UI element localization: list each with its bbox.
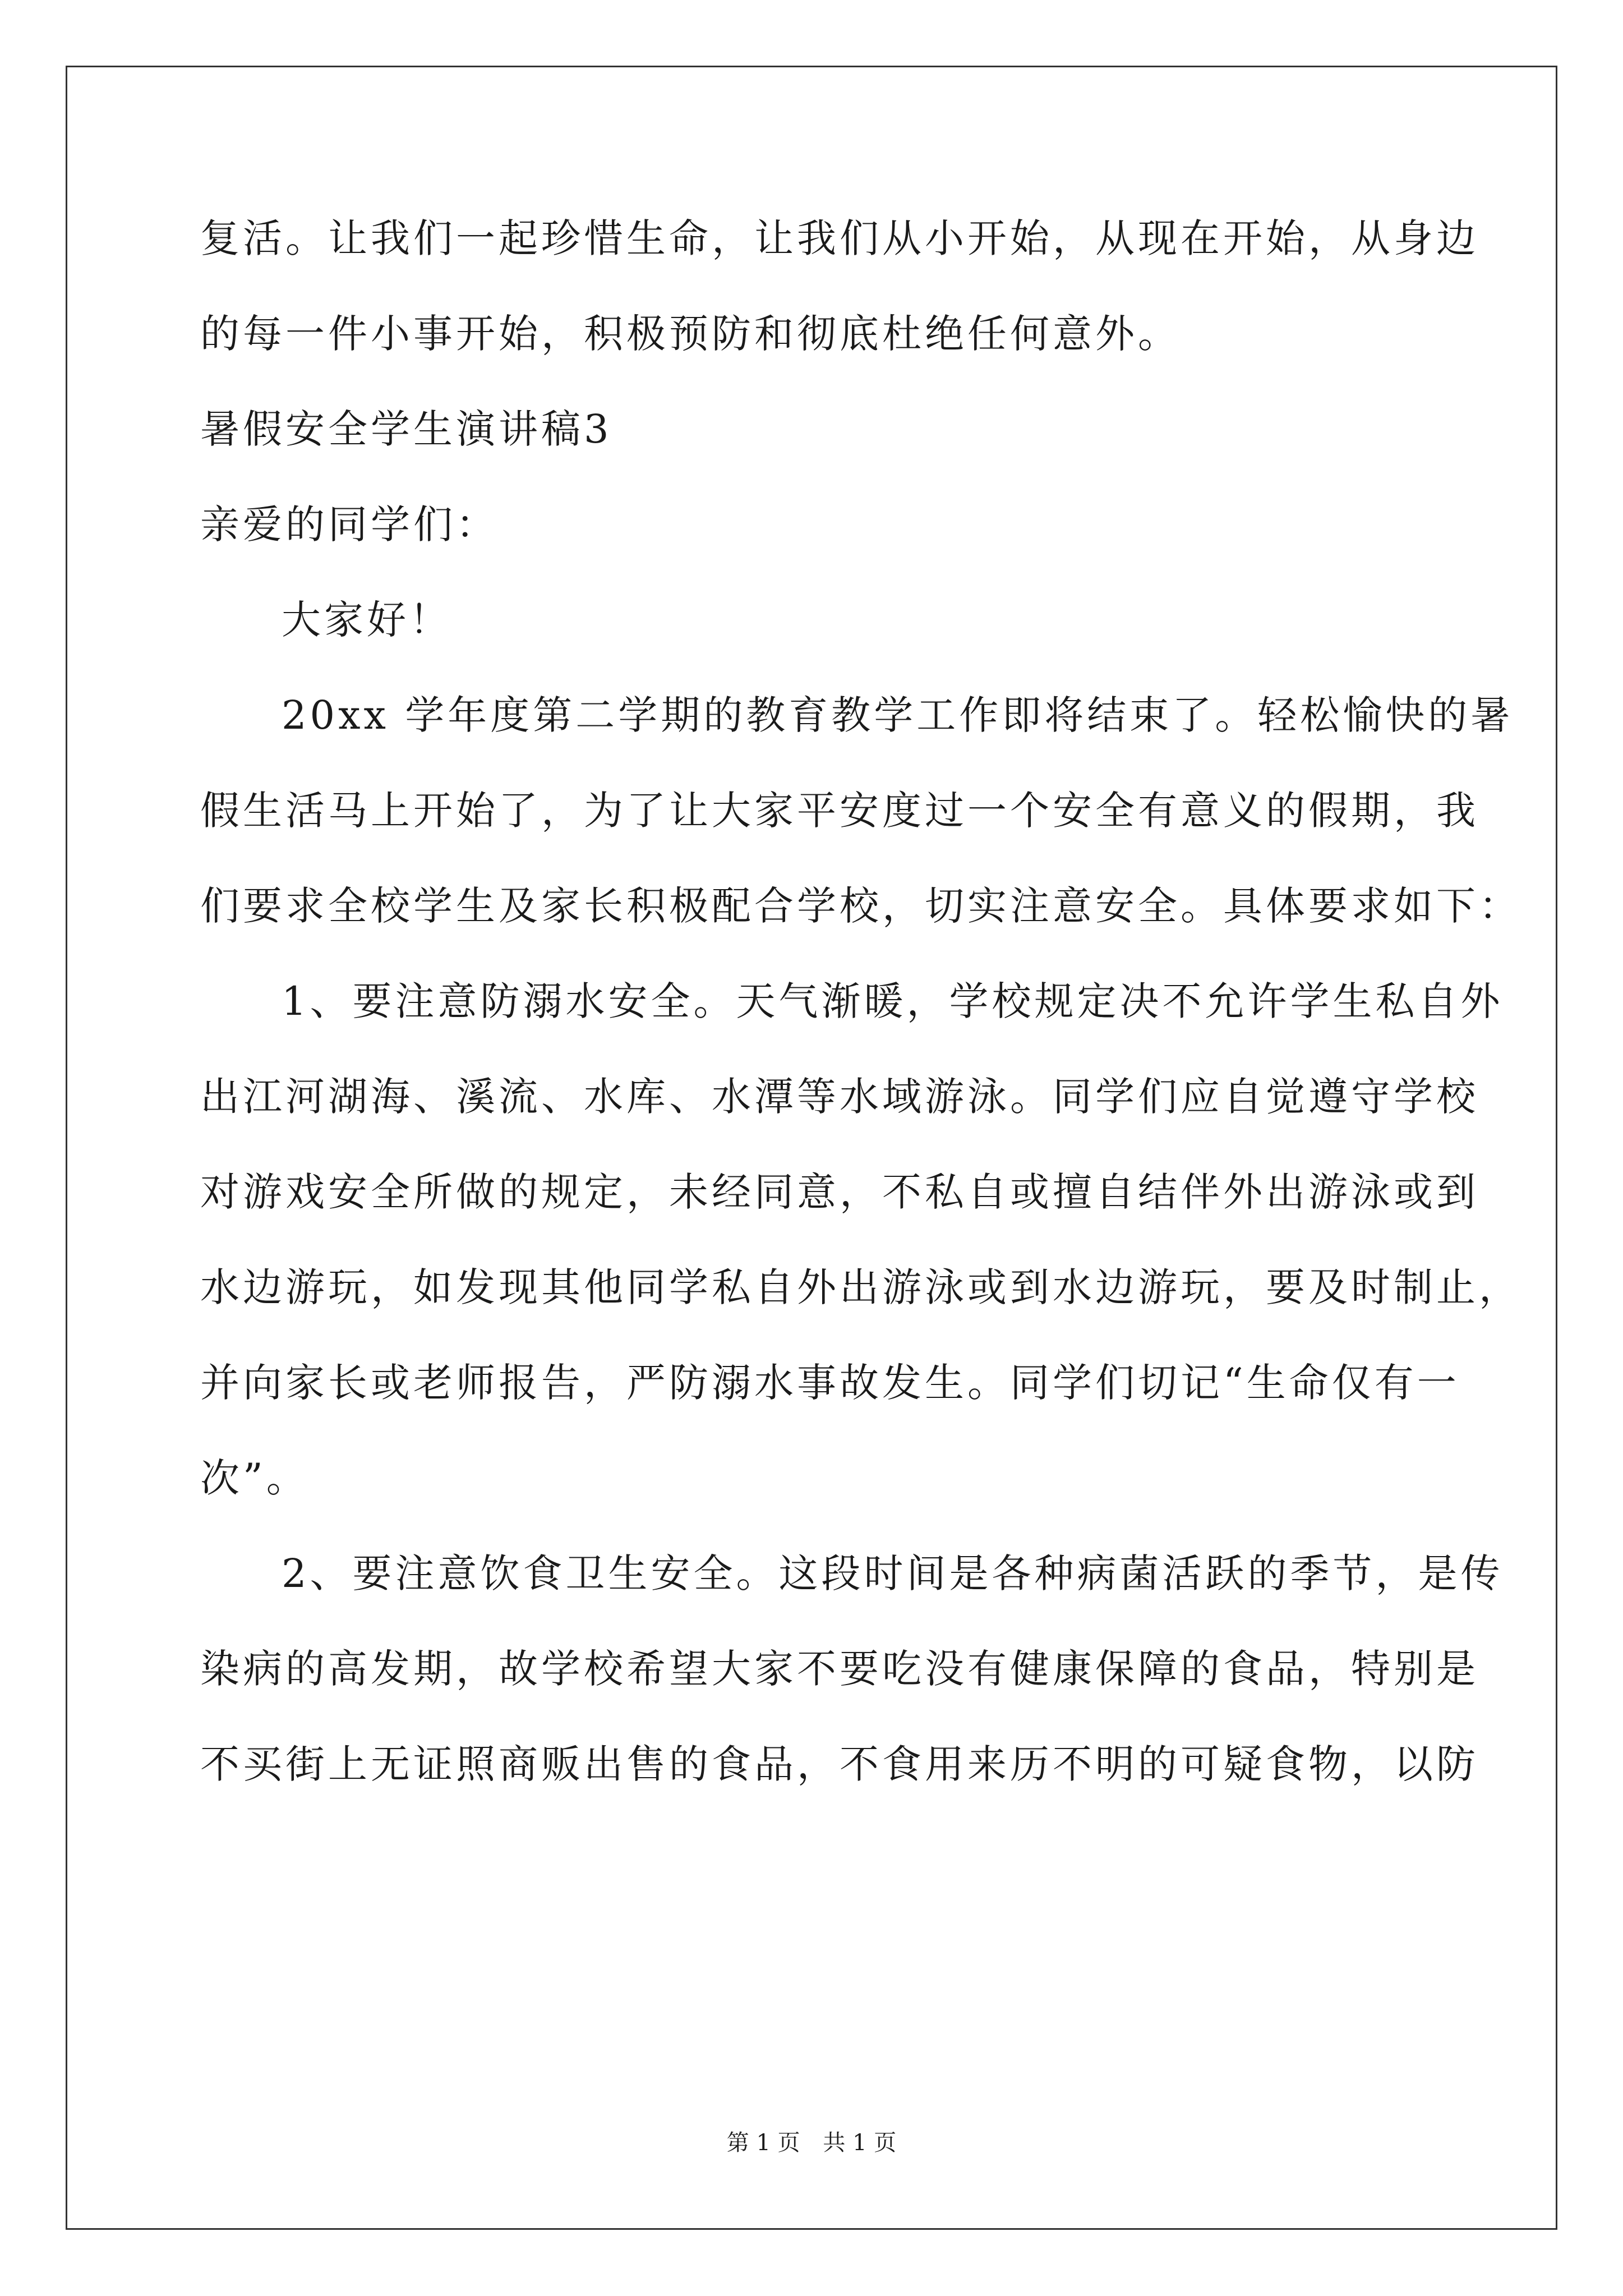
text-line-6: 20xx 学年度第二学期的教育教学工作即将结束了。轻松愉快的暑 [282, 692, 1514, 738]
greeting: 大家好！ [282, 597, 452, 643]
text-line-2: 的每一件小事开始，积极预防和彻底杜绝任何意外。 [200, 311, 1181, 357]
text-line-1: 复活。让我们一起珍惜生命，让我们从小开始，从现在开始，从身边 [200, 215, 1479, 261]
text-line-13: 并向家长或老师报告，严防溺水事故发生。同学们切记“生命仅有一 [200, 1360, 1460, 1406]
page-footer [0, 2129, 1623, 2157]
text-line-11: 对游戏安全所做的规定，未经同意，不私自或擅自结伴外出游泳或到 [200, 1169, 1479, 1215]
text-line-17: 不买街上无证照商贩出售的食品，不食用来历不明的可疑食物，以防 [200, 1741, 1479, 1787]
section-heading: 暑假安全学生演讲稿3 [200, 406, 612, 452]
text-line-15: 2、要注意饮食卫生安全。这段时间是各种病菌活跃的季节，是传 [282, 1550, 1504, 1596]
page-number: 第 1 页 [726, 2130, 800, 2156]
text-line-14: 次”。 [200, 1455, 309, 1501]
text-line-12: 水边游玩，如发现其他同学私自外出游泳或到水边游玩，要及时制止， [200, 1264, 1521, 1310]
text-line-10: 出江河湖海、溪流、水库、水潭等水域游泳。同学们应自觉遵守学校 [200, 1074, 1479, 1120]
text-line-7: 假生活马上开始了，为了让大家平安度过一个安全有意义的假期，我 [200, 788, 1479, 834]
text-line-8: 们要求全校学生及家长积极配合学校，切实注意安全。具体要求如下： [200, 883, 1521, 929]
page-total: 共 1 页 [823, 2130, 897, 2156]
page-border [66, 66, 1557, 2230]
salutation: 亲爱的同学们： [200, 501, 499, 547]
text-line-9: 1、要注意防溺水安全。天气渐暖，学校规定决不允许学生私自外 [282, 978, 1504, 1024]
text-line-16: 染病的高发期，故学校希望大家不要吃没有健康保障的食品，特别是 [200, 1646, 1479, 1692]
